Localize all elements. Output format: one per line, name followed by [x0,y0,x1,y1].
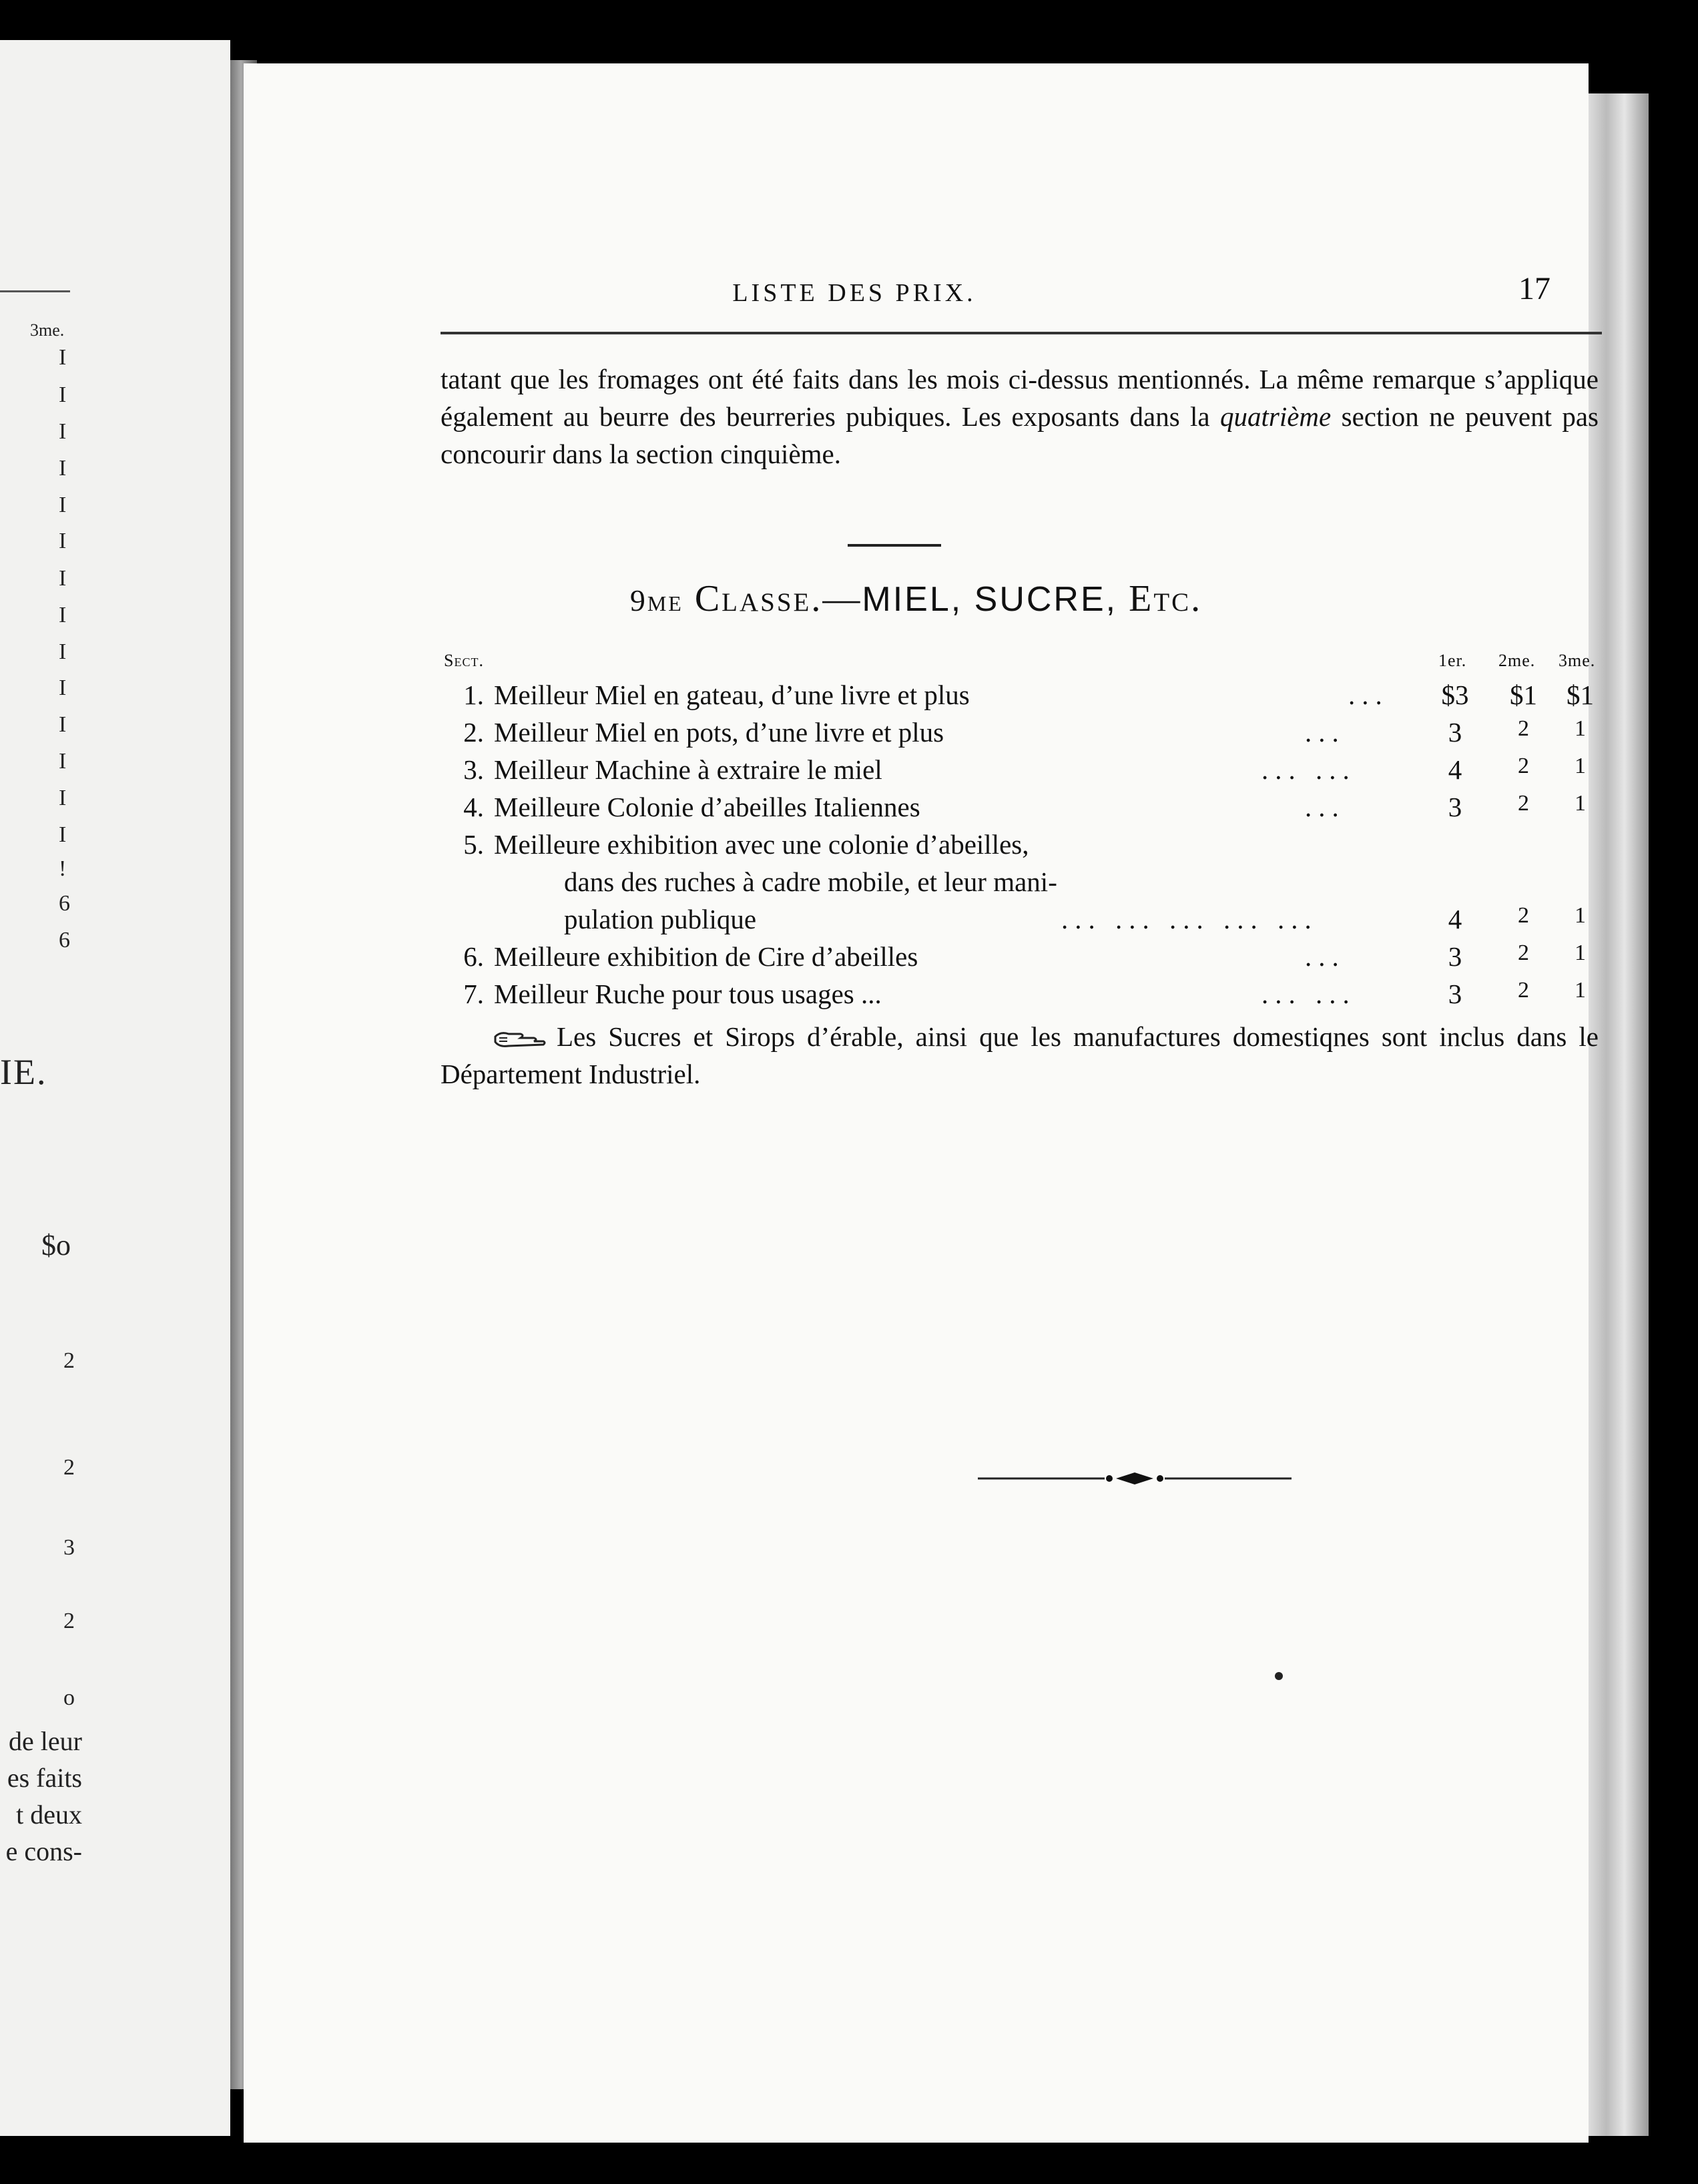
class-heading [244,577,1589,620]
leader-dots: ... [1348,679,1389,710]
left-column-value: I [59,382,67,407]
left-amount: o [63,1685,75,1710]
class-subject: MIEL, SUCRE, [862,580,1118,619]
pointing-hand-icon [494,1030,547,1050]
prize-1: 3 [1448,792,1462,822]
table-row [441,866,1602,903]
row-number: 4. [463,792,484,822]
class-dash: — [822,578,862,619]
footnote-text: Les Sucres et Sirops d’érable, ainsi que les manufactures domestiqnes sont inclus dans le Département Industriel. [441,1021,1599,1089]
table-row [441,791,1602,828]
table-row [441,940,1602,978]
prize-2: 2 [1518,940,1529,965]
class-number: 9me [629,583,683,617]
row-label: Meilleur Machine à extraire le miel [494,754,882,785]
row-number: 2. [463,717,484,748]
prize-1: 3 [1448,941,1462,972]
paragraph-emphasis: quatrième [1220,401,1332,432]
left-text-fragment: t deux [16,1800,82,1830]
left-amount: 2 [63,1609,75,1633]
left-heading-fragment: IE. [0,1052,47,1092]
left-text-fragment: es faits [7,1763,82,1793]
table-row [441,828,1602,866]
left-column-value: I [59,675,67,700]
right-page [244,63,1599,2143]
left-column-value: 6 [59,928,70,952]
prize-3: 1 [1575,791,1586,816]
prize-2: 2 [1518,716,1529,741]
row-number: 1. [463,679,484,710]
sect-label: Sect. [444,651,484,670]
section-divider [848,544,941,547]
left-amount: 2 [63,1455,75,1480]
table-row [441,978,1602,1015]
left-amount: $o [41,1229,71,1262]
prize-3: 1 [1575,754,1586,778]
left-column-value: I [59,456,67,481]
prize-2: 2 [1518,791,1529,816]
leader-dots: ... ... [1261,754,1356,785]
left-facing-page [0,40,230,2136]
leader-dots: ... [1305,717,1346,748]
header-rule [441,332,1602,334]
prize-1: 3 [1448,979,1462,1009]
row-number: 5. [463,829,484,860]
class-etc: Etc. [1129,578,1203,619]
prize-3: 1 [1575,940,1586,965]
prize-header-1: 1er. [1438,651,1467,670]
paragraph-text-before: tatant que les fromages ont été faits dans les mois ci-dessus mentionnés. La même remarque s’applique également au beurre des beurreries pubiques. Les exposants dans la [441,364,1599,432]
prize-2: 2 [1518,903,1529,928]
left-column-value: ! [59,856,67,881]
left-amount: 3 [63,1535,75,1560]
row-label: pulation publique [564,904,757,934]
left-column-value: I [59,603,67,627]
prize-1: $3 [1441,679,1469,710]
prize-1: 4 [1448,754,1462,785]
prize-header-3: 3me. [1559,651,1596,670]
row-label: Meilleur Miel en pots, d’une livre et plus [494,717,944,748]
leader-dots: ... ... ... ... ... [1061,904,1318,934]
footnote [441,1018,1599,1093]
row-label: Meilleure exhibition de Cire d’abeilles [494,941,918,972]
prize-3: 1 [1575,978,1586,1003]
row-label: Meilleur Ruche pour tous usages ... [494,979,882,1009]
prize-3: 1 [1575,716,1586,741]
page-number: 17 [1518,271,1550,306]
prize-3: 1 [1575,903,1586,928]
row-number: 6. [463,941,484,972]
left-text-fragment: de leur [9,1726,82,1756]
row-number: 3. [463,754,484,785]
row-label: Meilleur Miel en gateau, d’une livre et plus [494,679,970,710]
table-row [441,754,1602,791]
running-head: LISTE DES PRIX. [732,279,976,307]
left-column-value: I [59,529,67,553]
left-column-value: I [59,749,67,774]
row-label: dans des ruches à cadre mobile, et leur mani- [564,866,1057,897]
class-word: Classe. [694,578,823,619]
prize-3: $1 [1567,679,1594,710]
left-column-value: I [59,786,67,810]
prize-1: 3 [1448,717,1462,748]
prize-header-2: 2me. [1498,651,1536,670]
table-row [441,903,1602,940]
prize-2: 2 [1518,754,1529,778]
row-number: 7. [463,979,484,1009]
left-column-value: 6 [59,891,70,916]
left-page-rule [0,290,70,292]
prize-1: 4 [1448,904,1462,934]
ink-speck [1275,1672,1283,1680]
row-label: Meilleure Colonie d’abeilles Italiennes [494,792,920,822]
leader-dots: ... ... [1261,979,1356,1009]
table-row [441,679,1602,716]
left-amount: 2 [63,1348,75,1373]
continued-paragraph [441,360,1599,473]
left-column-value: I [59,566,67,591]
left-column-value: I [59,493,67,517]
paragraph-text-after: section ne peuvent pas concourir dans la section cinquième. [441,401,1599,469]
prize-2: $1 [1510,679,1537,710]
left-text-fragment: e cons- [5,1836,82,1866]
leader-dots: ... [1305,792,1346,822]
left-column-header: 3me. [30,320,65,340]
left-column-value: I [59,822,67,847]
left-column-value: I [59,712,67,737]
decorative-rule-ornament [978,1468,1292,1488]
left-column-value: I [59,345,67,370]
table-row [441,716,1602,754]
row-label: Meilleure exhibition avec une colonie d’abeilles, [494,829,1029,860]
prize-2: 2 [1518,978,1529,1003]
left-column-value: I [59,419,67,444]
leader-dots: ... [1305,941,1346,972]
left-column-value: I [59,639,67,664]
